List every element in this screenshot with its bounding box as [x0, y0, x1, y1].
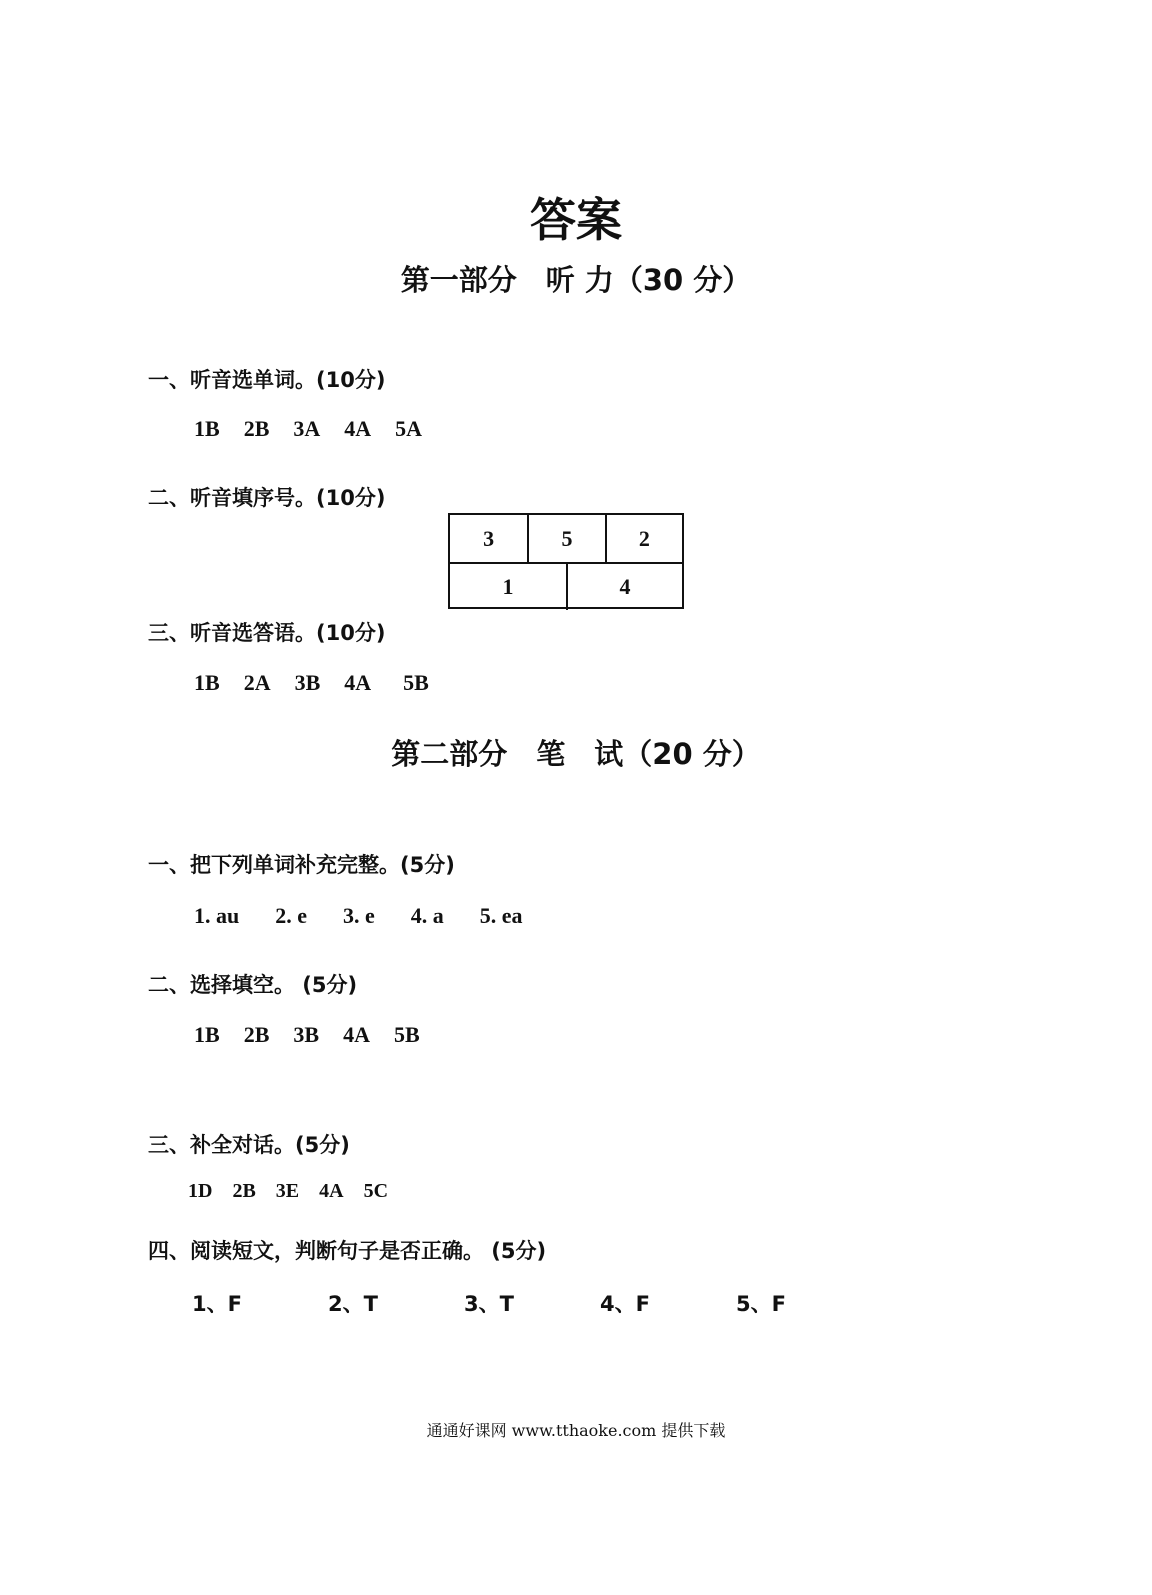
answer-item: 5A: [395, 416, 423, 441]
answer-item: 3B: [294, 670, 321, 695]
part2-q3-answers: [188, 1180, 388, 1203]
grid-row-2: [450, 563, 682, 610]
answer-item: 4A: [344, 416, 372, 441]
grid-cell: 4: [566, 563, 682, 610]
part2-q4-label: 四、阅读短文，判断句子是否正确。 (5分): [148, 1239, 547, 1263]
part2-q1-label: 一、把下列单词补充完整。(5分): [148, 853, 455, 877]
part1-heading: 第一部分 听 力（30 分）: [400, 263, 752, 297]
answer-item: 1B: [194, 670, 220, 695]
part1-q1-label: 一、听音选单词。(10分): [148, 368, 386, 392]
grid-cell: 5: [527, 515, 604, 562]
answer-item: 1、F: [192, 1292, 242, 1316]
part1-q3-answers: [194, 670, 453, 696]
answer-item: 2A: [243, 670, 271, 695]
answer-item: 4A: [319, 1180, 344, 1202]
answer-item: 5、F: [736, 1292, 786, 1316]
grid-cell: 1: [502, 573, 514, 599]
answer-item: 2B: [243, 416, 270, 441]
answer-item: 5. ea: [479, 903, 523, 928]
answer-item: 1D: [188, 1180, 213, 1202]
answer-item: 3A: [293, 416, 321, 441]
answer-item: 3B: [293, 1022, 320, 1047]
grid-cell: 2: [605, 515, 682, 562]
answer-item: 5B: [403, 670, 429, 695]
page-title: 答案: [530, 193, 622, 247]
part1-q3-label: 三、听音选答语。(10分): [148, 621, 386, 645]
grid-row-1: [450, 515, 682, 564]
answer-item: 2. e: [275, 903, 308, 928]
answer-grid: [448, 513, 684, 609]
answer-item: 2、T: [328, 1292, 378, 1316]
answer-item: 1B: [194, 1022, 220, 1047]
answer-item: 3E: [275, 1180, 300, 1202]
answer-item: 4A: [344, 670, 372, 695]
answer-item: 2B: [243, 1022, 270, 1047]
part2-q2-answers: [194, 1022, 444, 1048]
answer-item: 5C: [363, 1180, 389, 1202]
grid-cell: 3: [483, 525, 495, 551]
answer-item: 3. e: [343, 903, 375, 928]
part2-heading: 第二部分 笔 试（20 分）: [391, 737, 761, 771]
part2-q1-answers: [194, 903, 547, 929]
answer-item: 4A: [343, 1022, 370, 1047]
answer-item: 2B: [232, 1180, 256, 1202]
part2-q2-label: 二、选择填空。 (5分): [148, 973, 358, 997]
footer-text: 通通好课网 www.tthaoke.com 提供下载: [426, 1421, 726, 1440]
answer-item: 3、T: [464, 1292, 514, 1316]
answer-item: 4、F: [600, 1292, 650, 1316]
part2-q4-answers: [192, 1288, 796, 1318]
part2-q3-label: 三、补全对话。(5分): [148, 1133, 350, 1157]
part1-q2-label: 二、听音填序号。(10分): [148, 486, 386, 510]
answer-item: 4. a: [410, 903, 444, 928]
part1-q1-answers: [194, 416, 446, 442]
answer-item: 1B: [194, 416, 220, 441]
answer-item: 1. au: [194, 903, 240, 928]
answer-item: 5B: [393, 1022, 420, 1047]
